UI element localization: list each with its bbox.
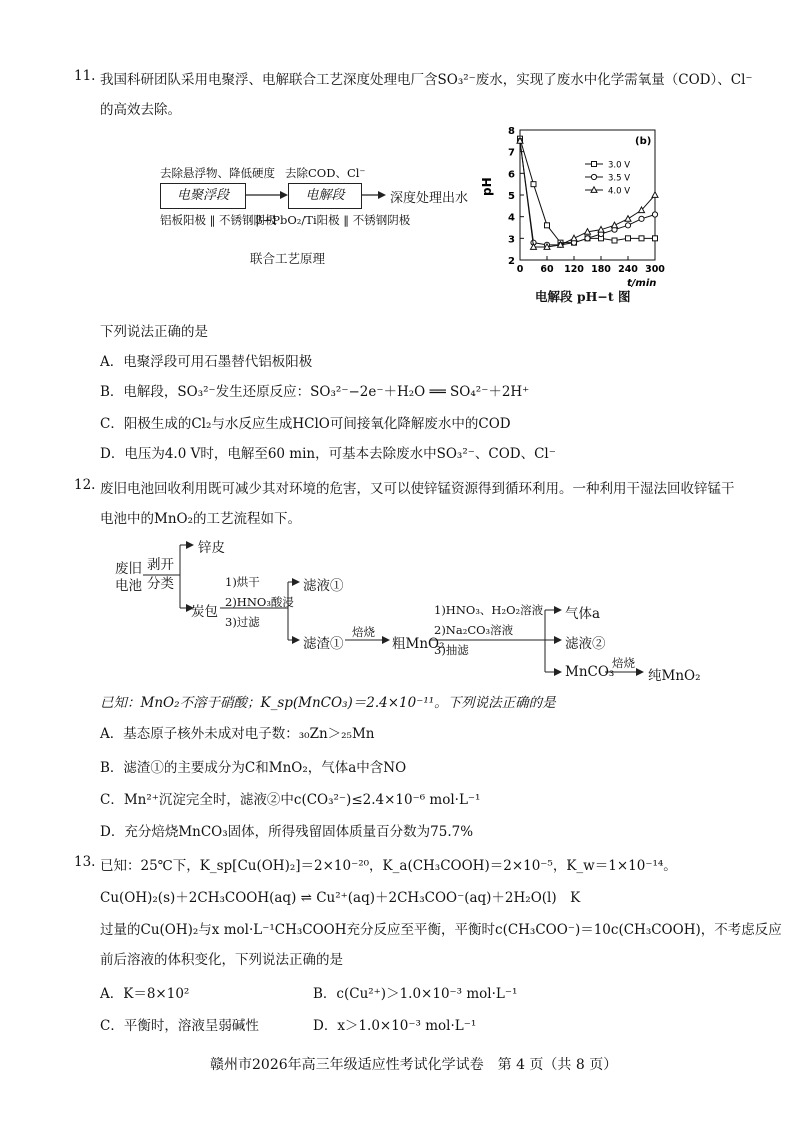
q11-stem-line2: 的高效去除。 [100, 102, 181, 118]
waste-battery-label: 废旧 电池 [115, 561, 142, 594]
q13-stem-line1: 已知：25℃下，K_sp[Cu(OH)₂]＝2×10⁻²⁰，K_a(CH₃COOH)＝2×10⁻⁵，K_w＝1×10⁻¹⁴。 [100, 858, 677, 874]
series-line [520, 139, 655, 243]
y-tick-label: 4 [508, 212, 515, 224]
q11-option-a[interactable]: A．电聚浮段可用石墨替代铝板阳极 [100, 354, 313, 370]
data-point [571, 235, 577, 241]
filtrate1-label: 滤液① [303, 578, 344, 594]
box2-top-label: 去除COD、Cl⁻ [285, 166, 366, 180]
x-tick-label: 180 [591, 264, 611, 275]
data-point [591, 174, 596, 179]
box1-top-label: 去除悬浮物、降低硬度 [160, 166, 275, 180]
gas-a-label: 气体a [565, 606, 601, 622]
data-point [531, 182, 536, 187]
data-point [612, 238, 617, 243]
chart-panel-label: (b) [635, 136, 652, 147]
data-point [625, 216, 631, 222]
q12-option-a[interactable]: A．基态原子核外未成对电子数：₃₀Zn＞₂₅Mn [100, 726, 375, 742]
data-point [653, 236, 658, 241]
q12-stem-line1: 废旧电池回收利用既可减少其对环境的危害，又可以使锌锰资源得到循环利用。一种利用干湿法回收锌锰干 [100, 481, 735, 497]
chart-x-label: t/min [627, 278, 657, 289]
data-point [612, 222, 618, 228]
data-point [652, 192, 658, 198]
ph-time-chart [475, 118, 680, 298]
q12-option-b[interactable]: B．滤渣①的主要成分为C和MnO₂，气体a中含NO [100, 760, 407, 776]
q13-option-c[interactable]: C．平衡时，溶液呈弱碱性 [100, 1018, 259, 1034]
q11-option-d[interactable]: D．电压为4.0 V时，电解至60 min，可基本去除废水中SO₃²⁻、COD、Cl⁻ [100, 446, 556, 462]
chart-y-label: pH [480, 177, 494, 196]
q13-number: 13. [74, 854, 96, 870]
data-point [639, 236, 644, 241]
zinc-label: 锌皮 [198, 540, 225, 556]
roast2-label: 焙烧 [612, 656, 635, 670]
q12-stem-line2: 电池中的MnO₂的工艺流程如下。 [100, 511, 301, 527]
electro-flotation-box: 电聚浮段 [160, 183, 246, 209]
pure-mno2-label: 纯MnO₂ [648, 668, 701, 684]
q13-option-a[interactable]: A．K＝8×10² [100, 986, 190, 1002]
crude-mno2-label: 粗MnO₂ [392, 636, 445, 652]
output-label: 深度处理出水 [390, 191, 469, 206]
electrolysis-box: 电解段 [288, 183, 362, 209]
q13-option-d[interactable]: D．x＞1.0×10⁻³ mol·L⁻¹ [313, 1018, 477, 1034]
x-tick-label: 240 [618, 264, 638, 275]
process-caption: 联合工艺原理 [250, 251, 326, 266]
data-point [626, 236, 631, 241]
q11-question: 下列说法正确的是 [100, 324, 208, 340]
q11-stem-line1: 我国科研团队采用电聚浮、电解联合工艺深度处理电厂含SO₃²⁻废水，实现了废水中化学需氧量（COD）、Cl⁻ [100, 72, 753, 88]
data-point [545, 223, 550, 228]
legend-label: 3.0 V [608, 160, 631, 171]
x-tick-label: 120 [564, 264, 584, 275]
page-footer: 赣州市2026年高三年级适应性考试化学试卷 第 4 页（共 8 页） [210, 1057, 618, 1073]
residue1-label: 滤渣① [303, 636, 344, 652]
data-point [652, 212, 657, 217]
series-3 [517, 138, 658, 250]
steps2-label: 1)HNO₃、H₂O₂溶液 2)Na₂CO₃溶液 3)抽滤 [434, 603, 544, 657]
q13-stem-line3: 过量的Cu(OH)₂与x mol·L⁻¹CH₃COOH充分反应至平衡，平衡时c(CH₃COO⁻)＝10c(CH₃COOH)，不考虑反应 [100, 922, 782, 938]
q13-stem-line4: 前后溶液的体积变化，下列说法正确的是 [100, 952, 343, 968]
filtrate2-label: 滤液② [565, 636, 606, 652]
q11-option-c[interactable]: C．阳极生成的Cl₂与水反应生成HClO可间接氧化降解废水中的COD [100, 416, 511, 432]
peel-sort-label: 剥开 分类 [147, 557, 174, 592]
y-tick-label: 5 [508, 191, 515, 202]
data-point [639, 216, 644, 221]
y-tick-label: 6 [508, 169, 515, 181]
y-tick-label: 7 [508, 147, 515, 159]
legend-label: 3.5 V [608, 173, 631, 184]
data-point [592, 162, 597, 167]
x-tick-label: 60 [540, 264, 554, 275]
roast-label: 焙烧 [352, 625, 375, 639]
legend-label: 4.0 V [608, 186, 631, 197]
x-tick-label: 0 [516, 264, 524, 275]
x-tick-label: 300 [645, 264, 665, 275]
y-tick-label: 2 [508, 256, 515, 267]
steps1-label: 1)烘干 2)HNO₃酸浸 3)过滤 [225, 575, 294, 629]
q12-known: 已知：MnO₂不溶于硝酸；K_sp(MnCO₃)＝2.4×10⁻¹¹。下列说法正确的是 [100, 695, 556, 711]
y-tick-label: 8 [508, 126, 515, 137]
box2-bottom-label: β−PbO₂/Ti阳极 ‖ 不锈钢阴极 [256, 213, 411, 227]
q13-option-b[interactable]: B．c(Cu²⁺)＞1.0×10⁻³ mol·L⁻¹ [313, 986, 518, 1002]
carbon-label: 炭包 [191, 604, 218, 620]
data-point [585, 236, 590, 241]
q12-number: 12. [74, 477, 96, 493]
q12-option-d[interactable]: D．充分焙烧MnCO₃固体，所得残留固体质量百分数为75.7% [100, 824, 474, 840]
q11-option-b[interactable]: B．电解段，SO₃²⁻发生还原反应：SO₃²⁻−2e⁻＋H₂O ══ SO₄²⁻＋2H⁺ [100, 384, 530, 400]
q13-equation: Cu(OH)₂(s)＋2CH₃COOH(aq) ⇌ Cu²⁺(aq)＋2CH₃COO⁻(aq)＋2H₂O(l) K [100, 890, 581, 906]
box1-bottom-label: 铝板阳极 ‖ 不锈钢阴极 [160, 213, 277, 227]
q12-option-c[interactable]: C．Mn²⁺沉淀完全时，滤液②中c(CO₃²⁻)≤2.4×10⁻⁶ mol·L⁻¹ [100, 792, 481, 808]
mnco3-label: MnCO₃ [565, 664, 615, 680]
data-point [625, 223, 630, 228]
q11-number: 11. [74, 68, 96, 84]
y-tick-label: 3 [508, 234, 515, 246]
chart-caption: 电解段 pH−t 图 [535, 289, 631, 304]
